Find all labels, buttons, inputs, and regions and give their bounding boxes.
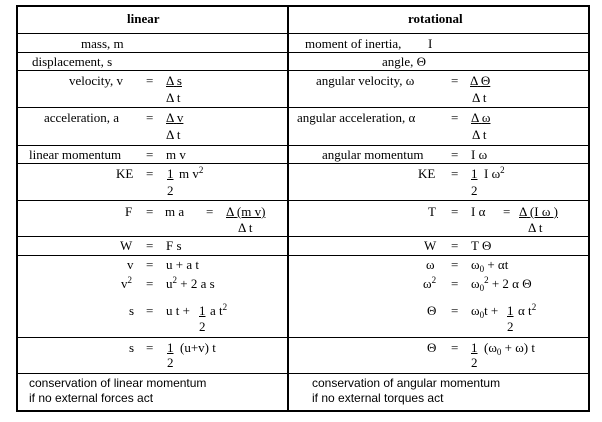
equals-sign: =	[146, 166, 154, 181]
linear-eq3-rhs-b: a $t^2$	[210, 302, 228, 318]
rotational-eq3-rhs-a: $\omega_0t$ +	[471, 303, 499, 320]
rotational-work-label: W	[424, 238, 437, 253]
rotational-eq1-rhs: $\omega_0 + \alpha t$	[471, 257, 509, 274]
rotational-velocity-numerator: Δ Θ	[470, 73, 491, 88]
equals-sign: =	[451, 340, 459, 355]
half-numerator: 1	[199, 303, 206, 318]
rotational-angle: angle, Θ	[382, 54, 427, 69]
rule	[16, 52, 589, 53]
half-denominator: 2	[471, 355, 478, 370]
linear-work-label: W	[120, 238, 133, 253]
rotational-eq4-rhs: $(\omega_0 + \omega)$ t	[484, 340, 535, 357]
equals-sign: =	[451, 73, 459, 88]
rule	[16, 163, 589, 164]
rotational-conservation-line2: if no external torques act	[312, 391, 444, 405]
rotational-momentum-label: angular momentum	[322, 147, 424, 162]
rule	[16, 255, 589, 256]
rule-middle	[287, 5, 289, 412]
linear-acceleration-denominator: Δ t	[166, 127, 181, 142]
rotational-acceleration-numerator: Δ ω	[471, 110, 491, 125]
rule-right	[588, 5, 590, 412]
equals-sign: =	[146, 110, 154, 125]
half-denominator: 2	[507, 319, 514, 334]
rotational-eq2-lhs: $\omega^2$	[423, 275, 437, 291]
linear-acceleration-label: acceleration, a	[44, 110, 120, 125]
equals-sign: =	[146, 276, 154, 291]
rule	[16, 236, 589, 237]
rotational-ke-label: KE	[418, 166, 436, 181]
linear-eq1-lhs: v	[127, 257, 134, 272]
equals-sign: =	[146, 340, 154, 355]
linear-eq2-rhs: $u^2 + 2$ a s	[166, 275, 215, 291]
equals-sign: =	[451, 238, 459, 253]
linear-ke-label: KE	[116, 166, 134, 181]
linear-displacement: displacement, s	[32, 54, 113, 69]
linear-eq1-rhs: u + a t	[166, 257, 199, 272]
equals-sign: =	[146, 204, 154, 219]
rotational-eq3-lhs: Θ	[427, 303, 437, 318]
linear-force-label: F	[125, 204, 133, 219]
rotational-eq1-lhs: ω	[426, 257, 435, 272]
rotational-conservation-line1: conservation of angular momentum	[312, 376, 501, 390]
linear-eq2-lhs: $v^2$	[121, 275, 132, 291]
equals-sign: =	[451, 276, 459, 291]
equals-sign: =	[146, 303, 154, 318]
rule	[16, 145, 589, 146]
equals-sign: =	[206, 204, 214, 219]
rotational-eq4-lhs: Θ	[427, 340, 437, 355]
linear-conservation-line1: conservation of linear momentum	[29, 376, 207, 390]
rule-bottom	[16, 410, 589, 412]
linear-conservation-line2: if no external forces act	[29, 391, 154, 405]
half-numerator: 1	[471, 166, 478, 181]
rotational-acceleration-label: angular acceleration, α	[297, 110, 416, 125]
rotational-torque-numerator: Δ (I ω )	[519, 204, 558, 219]
linear-eq3-rhs-a: u t +	[166, 303, 190, 318]
rotational-ke-rhs: I $\omega^2$	[484, 165, 505, 181]
rotational-velocity-label: angular velocity, ω	[316, 73, 415, 88]
linear-momentum-rhs: m v	[166, 147, 186, 162]
half-numerator: 1	[167, 340, 174, 355]
half-denominator: 2	[167, 183, 174, 198]
rotational-torque-rhs: I α	[471, 204, 486, 219]
rotational-acceleration-denominator: Δ t	[472, 127, 487, 142]
linear-force-numerator: Δ (m v)	[226, 204, 266, 219]
rotational-momentum-rhs: I ω	[471, 147, 488, 162]
equals-sign: =	[451, 166, 459, 181]
equals-sign: =	[146, 147, 154, 162]
header-linear: linear	[127, 11, 160, 26]
header-rotational: rotational	[408, 11, 463, 26]
half-denominator: 2	[199, 319, 206, 334]
equals-sign: =	[503, 204, 511, 219]
linear-velocity-numerator: Δ s	[166, 73, 182, 88]
linear-ke-rhs: m $v^2$	[179, 165, 204, 181]
rule	[16, 70, 589, 71]
linear-eq3-lhs: s	[129, 303, 135, 318]
rule	[16, 107, 589, 108]
rule	[16, 373, 589, 374]
rotational-torque-denominator: Δ t	[528, 220, 543, 235]
linear-eq4-lhs: s	[129, 340, 135, 355]
linear-work-rhs: F s	[166, 238, 182, 253]
rule	[16, 200, 589, 201]
rotational-eq3-rhs-c: α $t^2$	[518, 302, 537, 318]
half-numerator: 1	[167, 166, 174, 181]
rotational-eq2-rhs: $\omega_0^2 + 2$ α Θ	[471, 275, 532, 293]
linear-velocity-label: velocity, v	[69, 73, 124, 88]
equals-sign: =	[146, 238, 154, 253]
linear-acceleration-numerator: Δ v	[166, 110, 184, 125]
rotational-torque-label: T	[428, 204, 436, 219]
equals-sign: =	[451, 110, 459, 125]
rule-top	[16, 5, 589, 7]
equals-sign: =	[451, 303, 459, 318]
equals-sign: =	[451, 204, 459, 219]
rule	[16, 337, 589, 338]
linear-force-rhs: m a	[165, 204, 185, 219]
half-numerator: 1	[471, 340, 478, 355]
rotational-work-rhs: T Θ	[471, 238, 492, 253]
linear-force-denominator: Δ t	[238, 220, 253, 235]
equals-sign: =	[451, 257, 459, 272]
rule-header	[16, 33, 589, 34]
equals-sign: =	[451, 147, 459, 162]
linear-mass: mass, m	[81, 36, 124, 51]
linear-eq4-rhs: (u+v) t	[180, 340, 216, 355]
rotational-inertia-label: moment of inertia,	[305, 36, 402, 51]
half-numerator: 1	[507, 303, 514, 318]
half-denominator: 2	[471, 183, 478, 198]
rotational-velocity-denominator: Δ t	[472, 90, 487, 105]
linear-velocity-denominator: Δ t	[166, 90, 181, 105]
equals-sign: =	[146, 73, 154, 88]
linear-momentum-label: linear momentum	[29, 147, 122, 162]
rule-left	[16, 5, 18, 412]
rotational-inertia-symbol: I	[428, 36, 433, 51]
equals-sign: =	[146, 257, 154, 272]
half-denominator: 2	[167, 355, 174, 370]
